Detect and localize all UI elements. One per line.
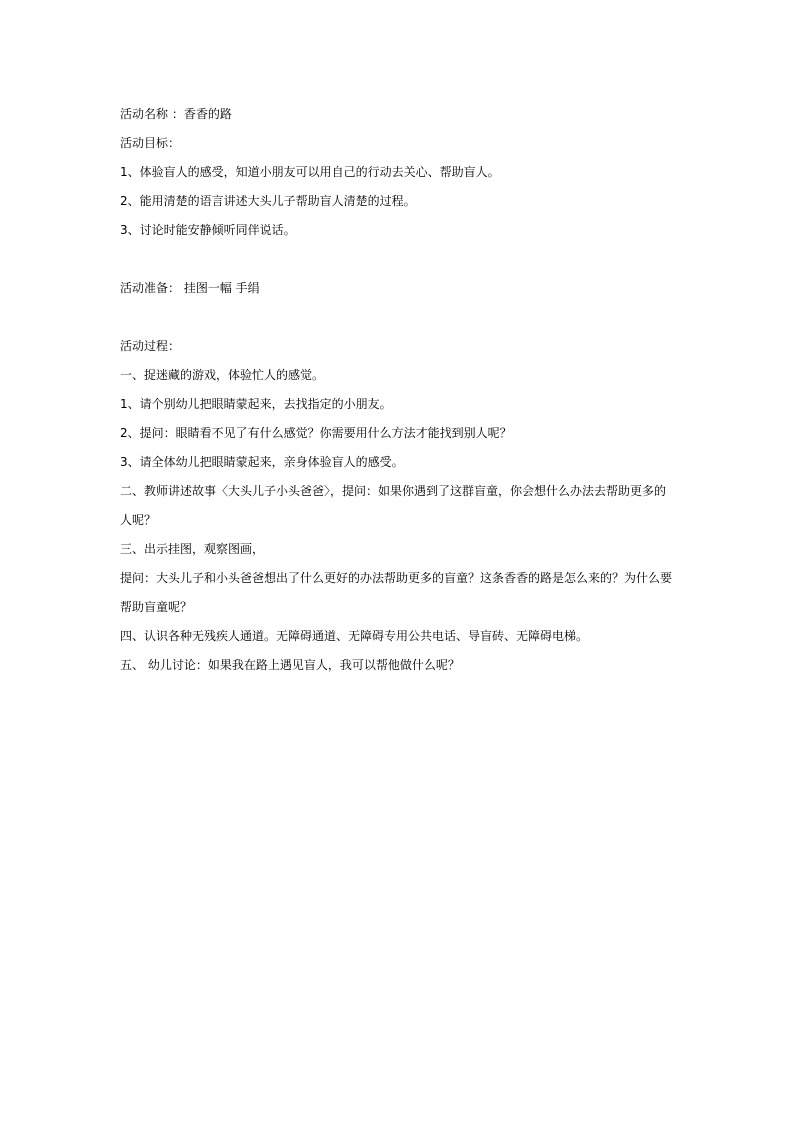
- process-line-3: 2、提问：眼睛看不见了有什么感觉？你需要用什么方法才能找到别人呢？: [120, 426, 512, 440]
- process-line-2: 1、请个别幼儿把眼睛蒙起来，去找指定的小朋友。: [120, 397, 392, 411]
- goal-item-2: 2、能用清楚的语言讲述大头儿子帮助盲人清楚的过程。: [120, 194, 416, 208]
- process-line-6: 人呢？: [120, 513, 157, 527]
- goal-item-3: 3、讨论时能安静倾听同伴说话。: [120, 223, 296, 237]
- blank-line: [120, 245, 680, 274]
- blank-line: [120, 303, 680, 332]
- goal-item-1: 1、体验盲人的感受，知道小朋友可以用自己的行动去关心、帮助盲人。: [120, 165, 500, 179]
- process-line-9: 帮助盲童呢？: [120, 600, 193, 614]
- process-line-5: 二、教师讲述故事〈大头儿子小头爸爸〉，提问：如果你遇到了这群盲童，你会想什么办法去帮助更多的: [120, 484, 667, 498]
- process-line-4: 3、请全体幼儿把眼睛蒙起来，亲身体验盲人的感受。: [120, 455, 404, 469]
- preparation-line: 活动准备： 挂图一幅 手绢: [120, 281, 260, 295]
- goals-heading: 活动目标：: [120, 136, 181, 150]
- document-body: [120, 100, 680, 680]
- process-line-8: 提问：大头儿子和小头爸爸想出了什么更好的办法帮助更多的盲童？这条香香的路是怎么来的？为什么要: [120, 571, 673, 585]
- process-heading: 活动过程：: [120, 339, 181, 353]
- process-line-10: 四、认识各种无残疾人通道。无障碍通道、无障碍专用公共电话、导盲砖、无障碍电梯。: [120, 629, 589, 643]
- process-line-1: 一、捉迷藏的游戏，体验忙人的感觉。: [120, 368, 325, 382]
- process-line-11: 五、 幼儿讨论：如果我在路上遇见盲人，我可以帮他做什么呢？: [120, 658, 460, 672]
- activity-title: 活动名称 ：香香的路: [120, 107, 232, 121]
- process-line-7: 三、出示挂图，观察图画，: [120, 542, 265, 556]
